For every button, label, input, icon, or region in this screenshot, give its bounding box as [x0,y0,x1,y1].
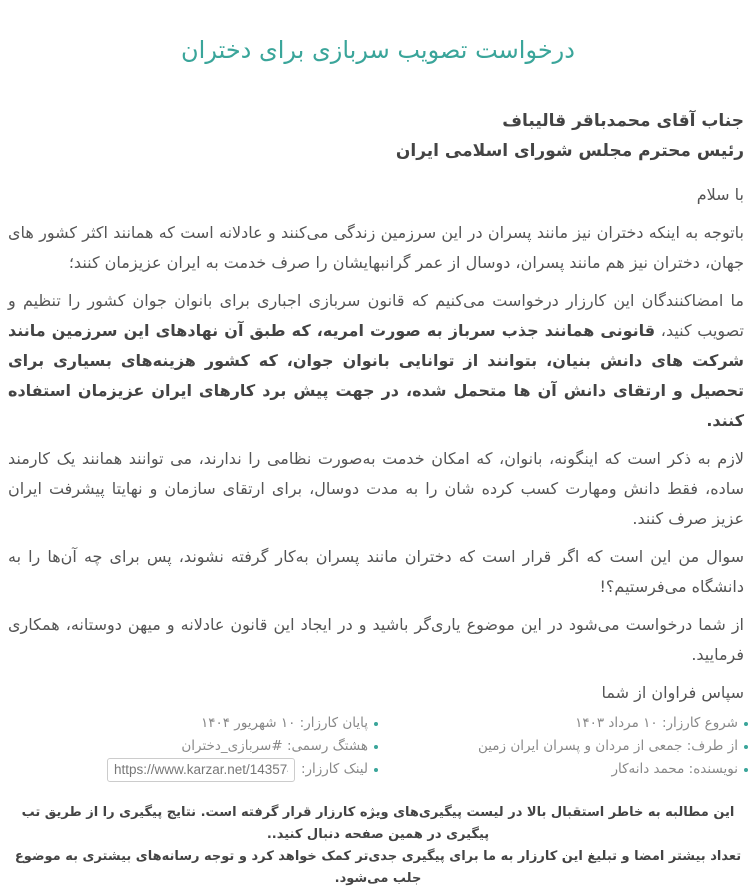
notice-line-1: این مطالبه به خاطر استقبال بالا در لیست پیگیری‌های ویژه کارزار قرار گرفته است. نتایج پیگیری را از طریق تب پیگیری در همین صفحه دنبال کنید.. [21,805,735,842]
meta-end: پایان کارزار: ۱۰ شهریور ۱۴۰۴ [8,712,378,735]
meta-link: لینک کارزار: https://www.karzar.net/143574 [8,758,378,781]
bullet-icon [374,745,378,749]
paragraph-2-normal: ما امضاکنندگان این کارزار درخواست می‌کنیم که قانون سربازی اجباری برای بانوان جوان کشور را تنظیم و تصویب کنید، [8,291,744,340]
paragraph-4: سوال من این است که اگر قرار است که دختران مانند پسران به‌کار گرفته نشوند، پس برای چه آن‌ها را به دانشگاه می‌فرستیم؟! [8,547,744,596]
meta-from: از طرف: جمعی از مردان و پسران ایران زمین [378,735,748,758]
meta-column-right [378,712,748,781]
petition-body [8,106,744,716]
meta-column-left [8,712,378,781]
bullet-icon [374,722,378,726]
paragraph-2 [8,286,744,436]
meta-author: نویسنده: محمد دانه‌کار [378,758,748,781]
closing: سپاس فراوان از شما [601,683,744,702]
campaign-meta [8,712,748,781]
paragraph-2-bold: قانونی همانند جذب سرباز به صورت امریه، که طبق آن نهادهای این سرزمین مانند شرکت های دانش بنیان، بتوانند از توانایی بانوان جوان، که کشور هزینه‌های بسیاری برای تحصیل و ارتقای دانش آن ها متحمل شده، در جهت پیش برد کارهای ایران عزیزمان استفاده کنند. [8,321,744,430]
paragraph-5: از شما درخواست می‌شود در این موضوع یاری‌گر باشید و در ایجاد این قانون عادلانه و میهن دوستانه، همکاری فرمایید. [8,615,744,664]
bullet-icon [744,745,748,749]
follow-up-notice [10,802,746,890]
addressee-name: جناب آقای محمدباقر قالیباف [502,111,744,131]
campaign-link-input[interactable] [107,758,295,782]
page-title: درخواست تصویب سربازی برای دختران [181,36,575,65]
bullet-icon [744,768,748,772]
paragraph-3: لازم به ذکر است که اینگونه، بانوان، که امکان خدمت به‌صورت نظامی را ندارند، می توانند همانند یک کارمند ساده، فقط دانش ومهارت کسب کرده شان را به مدت دوسال، برای ارتقای سازمان و نهایتا پیشرفت ایران عزیز صرف کنند. [8,449,744,528]
bullet-icon [374,768,378,772]
meta-start: شروع کارزار: ۱۰ مرداد ۱۴۰۳ [378,712,748,735]
paragraph-1: باتوجه به اینکه دختران نیز مانند پسران در این سرزمین زندگی می‌کنند و عادلانه است که همانند اکثر کشور های جهان، دختران نیز هم مانند پسران، دوسال از عمر گرانبهایشان را صرف خدمت به ایران عزیزمان کنند؛ [8,223,744,272]
meta-hashtag: هشتگ رسمی: #سربازی_دختران [8,735,378,758]
notice-line-2: تعداد بیشتر امضا و تبلیغ این کارزار به ما برای پیگیری جدی‌تر کمک خواهد کرد و توجه رسانه‌های بیشتری به موضوع جلب می‌شود. [14,849,742,886]
bullet-icon [744,722,748,726]
addressee-title: رئیس محترم مجلس شورای اسلامی ایران [395,141,744,161]
greeting: با سلام [696,185,744,204]
